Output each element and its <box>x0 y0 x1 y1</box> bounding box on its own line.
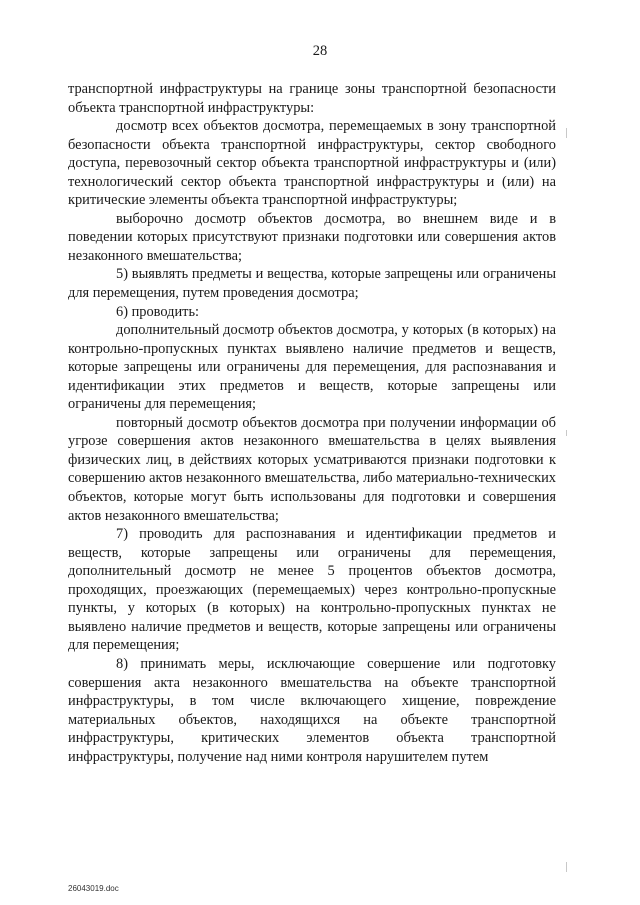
paragraph: повторный досмотр объектов досмотра при получении информации об угрозе совершения актов незаконного вмешательства в целях выявления физических лиц, в действиях которых усматриваются признаки подготовки к совершению актов незаконного вмешательства, либо материально-технических объектов, которые могут быть использованы для подготовки и совершения актов незаконного вмешательства; <box>68 414 557 524</box>
scan-mark <box>566 430 567 436</box>
paragraph: дополнительный досмотр объектов досмотра, у которых (в которых) на контрольно-пропускных пунктах выявлено наличие предметов и веществ, которые запрещены или ограничены для перемещения, для распознавания и идентификации этих предметов и веществ, которые запрещены или ограничены для перемещения; <box>68 322 556 413</box>
scan-mark <box>566 128 567 138</box>
page-number: 28 <box>312 43 328 59</box>
document-body <box>68 80 556 766</box>
paragraph: 5) выявлять предметы и вещества, которые запрещены или ограничены для перемещения, путем проведения досмотра; <box>68 266 556 302</box>
paragraph: 7) проводить для распознавания и идентификации предметов и веществ, которые запрещены или ограничены для перемещения, дополнительный досмотр не менее 5 процентов объектов досмотра, проходящих, проезжающих (перемещаемых) через контрольно-пропускные пункты, у которых (в которых) на контрольно-пропускных пунктах не выявлено наличие предметов и веществ, которые запрещены или ограничены для перемещения; <box>68 526 556 654</box>
paragraph: 6) проводить: <box>116 303 200 320</box>
scan-mark <box>566 862 567 872</box>
file-name-footer: 26043019.doc <box>68 884 119 893</box>
paragraph: 8) принимать меры, исключающие совершение или подготовку совершения акта незаконного вмешательства на объекте транспортной инфраструктуры, в том числе включающего хищение, повреждение материальных объектов, находящихся на объекте транспортной инфраструктуры, критических элементов объекта транспортной инфраструктуры, получение над ними контроля нарушителем путем <box>68 655 556 765</box>
paragraph: выборочно досмотр объектов досмотра, во внешнем виде и в поведении которых присутствуют признаки подготовки или совершения актов незаконного вмешательства; <box>68 210 556 264</box>
paragraph: транспортной инфраструктуры на границе зоны транспортной безопасности объекта транспортной инфраструктуры: <box>68 81 556 116</box>
paragraph: досмотр всех объектов досмотра, перемещаемых в зону транспортной безопасности объекта транспортной инфраструктуры, сектор свободного доступа, перевозочный сектор объекта транспортной инфраструктуры и (или) технологический сектор объекта транспортной инфраструктуры и (или) на критические элементы объекта транспортной инфраструктуры; <box>68 118 556 209</box>
